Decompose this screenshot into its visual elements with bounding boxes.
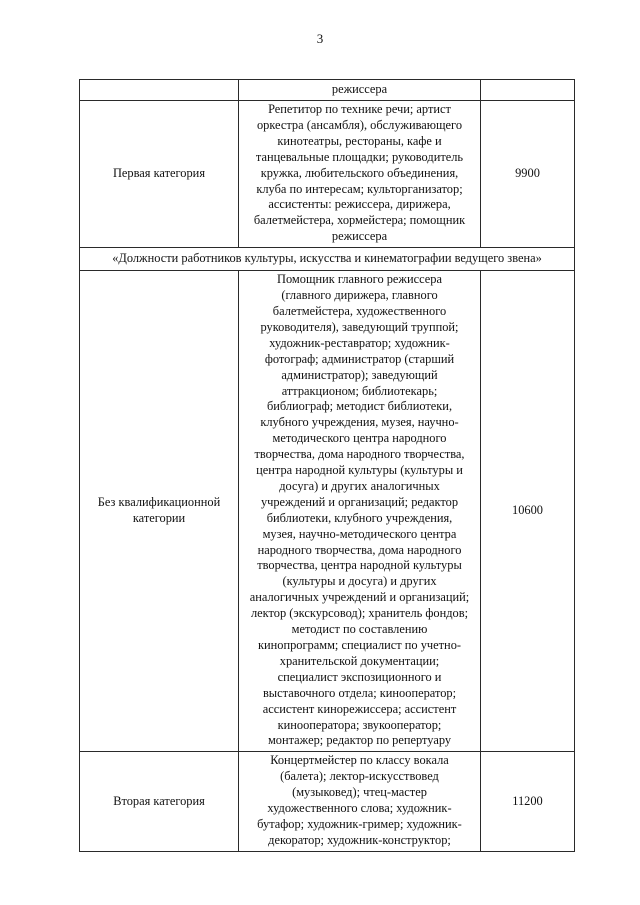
positions-line: досуга) и других аналогичных bbox=[279, 478, 440, 493]
positions-line: ассистенты: режиссера, дирижера, bbox=[268, 197, 451, 212]
positions-line: режиссера bbox=[331, 82, 388, 97]
positions-line: (музыковед); чтец-мастер bbox=[292, 785, 427, 800]
positions-line: балетмейстера, художественного bbox=[272, 303, 447, 318]
positions-cell bbox=[239, 101, 481, 248]
positions-line: библиограф; методист библиотеки, bbox=[266, 399, 453, 414]
positions-line: творчества, дома народного творчества, bbox=[254, 447, 465, 462]
positions-line: кинооператора; звукооператор; bbox=[277, 717, 442, 732]
positions-line: бутафор; художник-гример; художник- bbox=[257, 816, 462, 831]
positions-line: руководителя), заведующий труппой; bbox=[260, 319, 459, 334]
category-line: категории bbox=[132, 511, 186, 526]
positions-line: оркестра (ансамбля), обслуживающего bbox=[256, 117, 463, 132]
positions-line: учреждений и организаций; редактор bbox=[260, 494, 459, 509]
positions-line: специалист экспозиционного и bbox=[277, 669, 442, 684]
page-number: 3 bbox=[316, 31, 324, 46]
category-cell bbox=[80, 80, 239, 101]
positions-line: центра народной культуры (культуры и bbox=[256, 463, 463, 478]
category-cell: Вторая категория bbox=[80, 752, 239, 851]
positions-line: фотограф; администратор (старший bbox=[264, 351, 455, 366]
positions-line: монтажер; редактор по репертуару bbox=[267, 733, 452, 748]
positions-cell bbox=[239, 80, 481, 101]
positions-line: Репетитор по технике речи; артист bbox=[268, 102, 451, 116]
salary-cell: 10600 bbox=[481, 271, 575, 752]
table-row-no-category bbox=[80, 271, 575, 752]
positions-line: аттракционом; библиотекарь; bbox=[281, 383, 438, 398]
positions-line: балетмейстера, хормейстера; помощник bbox=[253, 213, 466, 228]
positions-line: режиссера bbox=[331, 229, 388, 244]
positions-line: Помощник главного режиссера bbox=[277, 272, 442, 287]
positions-line: администратор); заведующий bbox=[281, 367, 438, 382]
positions-line: кинотеатры, рестораны, кафе и bbox=[277, 133, 442, 148]
positions-line: кинопрограмм; специалист по учетно- bbox=[257, 638, 462, 652]
positions-line: кружка, любительского объединения, bbox=[260, 165, 459, 180]
salary-cell: 9900 bbox=[481, 101, 575, 248]
section-header-cell: «Должности работников культуры, искусства и кинематографии ведущего звена» bbox=[80, 248, 575, 271]
positions-line: библиотеки, клубного учреждения, bbox=[266, 510, 453, 525]
positions-line: народного творчества, дома народного bbox=[257, 542, 462, 557]
category-cell: Первая категория bbox=[80, 101, 239, 248]
positions-line: ассистент кинорежиссера; ассистент bbox=[262, 701, 457, 716]
positions-line: клубного учреждения, музея, научно- bbox=[260, 415, 459, 430]
positions-line: художественного слова; художник- bbox=[267, 801, 452, 816]
positions-line: выставочного отдела; кинооператор; bbox=[262, 685, 457, 700]
positions-line: (культуры и досуга) и других bbox=[282, 574, 437, 589]
positions-line: музея, научно-методического центра bbox=[262, 526, 457, 541]
salary-table bbox=[79, 79, 575, 852]
positions-line: (балета); лектор-искусствовед bbox=[280, 769, 439, 784]
positions-line: клуба по интересам; культорганизатор; bbox=[256, 181, 463, 196]
positions-line: методического центра народного bbox=[272, 431, 447, 446]
category-cell bbox=[80, 271, 239, 752]
positions-line: (главного дирижера, главного bbox=[281, 288, 438, 303]
table-row-first-category bbox=[80, 101, 575, 248]
positions-line: художник-реставратор; художник- bbox=[269, 335, 450, 350]
table-row-second-category bbox=[80, 752, 575, 851]
positions-line: методист по составлению bbox=[291, 622, 428, 637]
positions-line: декоратор; художник-конструктор; bbox=[268, 832, 451, 847]
positions-cell bbox=[239, 752, 481, 851]
positions-line: лектор (экскурсовод); хранитель фондов; bbox=[250, 606, 469, 621]
positions-line: танцевальные площадки; руководитель bbox=[255, 149, 464, 164]
category-line: Без квалификационной bbox=[97, 495, 221, 510]
positions-line: хранительской документации; bbox=[279, 653, 440, 668]
positions-line: творчества, центра народной культуры bbox=[257, 558, 462, 573]
positions-line: Концертмейстер по классу вокала bbox=[270, 753, 449, 768]
salary-cell bbox=[481, 80, 575, 101]
table-row-section-header bbox=[80, 248, 575, 271]
table-row-continuation bbox=[80, 80, 575, 101]
positions-cell bbox=[239, 271, 481, 752]
salary-cell: 11200 bbox=[481, 752, 575, 851]
positions-line: аналогичных учреждений и организаций; bbox=[249, 590, 470, 605]
